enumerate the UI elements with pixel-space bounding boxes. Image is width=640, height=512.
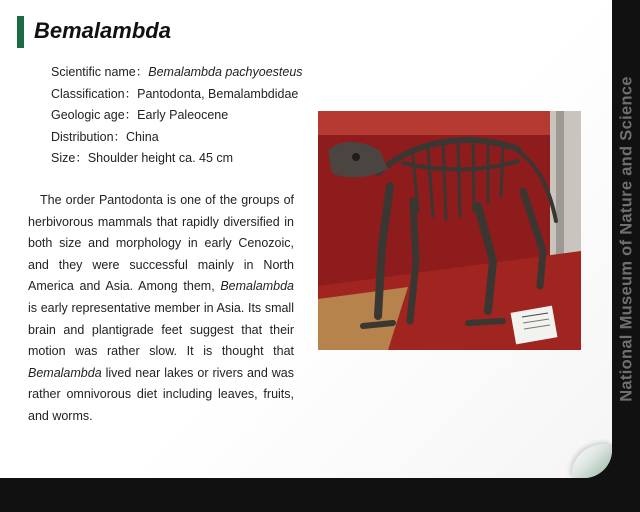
description-genus: Bemalambda (28, 365, 102, 380)
fact-value: Shoulder height ca. 45 cm (87, 151, 234, 165)
fact-value: China (126, 129, 159, 144)
page-title: Bemalambda (34, 18, 171, 43)
fact-distribution (51, 127, 303, 149)
fact-geologic-age (51, 105, 303, 127)
museum-name-sidebar (614, 0, 640, 478)
description-part: The order Pantodonta is one of the groups of herbivorous mammals that rapidly diversified in both size and morphology in early Cenozoic, and they were successful mainly in North America and Asia. Among them, (28, 193, 294, 294)
fact-value: Bemalambda pachyoesteus (148, 65, 303, 79)
fact-label: Scientific name： (51, 65, 149, 79)
description-part: lived near lakes or rivers and was rather omnivorous diet including leaves, fruits, and worms. (28, 365, 294, 423)
fact-label: Classification： (51, 86, 138, 101)
fact-classification (51, 84, 303, 106)
fact-label: Geologic age： (51, 108, 138, 122)
description-part: is early representative member in Asia. Its small brain and plantigrade feet suggest that their motion was rather slow. It is thought that (28, 300, 294, 359)
fact-scientific-name (51, 62, 303, 84)
fact-value: Pantodonta, Bemalambdidae (137, 86, 299, 101)
title-accent-bar (17, 16, 24, 48)
description-genus: Bemalambda (220, 279, 294, 294)
skeleton-illustration (318, 111, 581, 350)
museum-name: National Museum of Nature and Science (617, 76, 636, 402)
page-curl (572, 444, 612, 478)
fact-label: Size： (51, 151, 88, 165)
description-paragraph (28, 190, 294, 428)
skeleton-photo (318, 111, 581, 350)
fact-label: Distribution： (51, 129, 127, 144)
fact-list (51, 62, 303, 170)
fact-value: Early Paleocene (137, 108, 229, 122)
fact-size (51, 148, 303, 170)
